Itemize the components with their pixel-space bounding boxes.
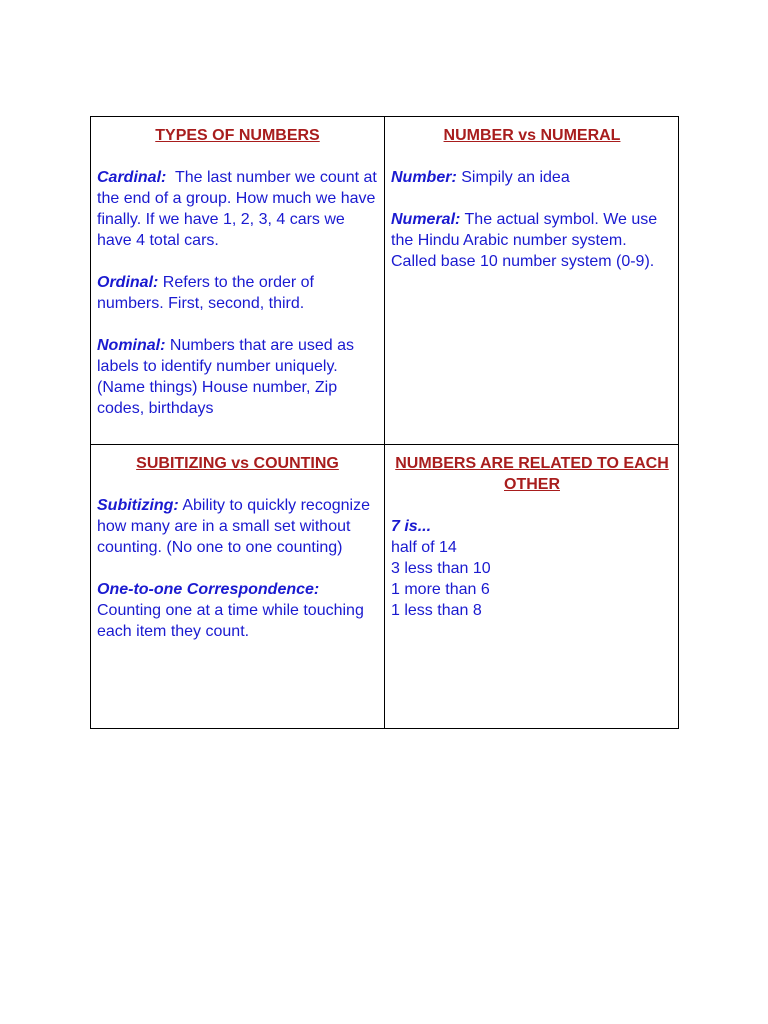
fact-item: 1 less than 8 — [391, 602, 482, 619]
fact-item: half of 14 — [391, 539, 457, 556]
text-one-to-one: Counting one at a time while touching each item they count. — [97, 602, 364, 640]
text-numeral: The actual symbol. We use the Hindu Arabic number system. Called base 10 number system (0-9). — [391, 211, 658, 270]
definition-subitizing — [97, 495, 378, 558]
text-nominal: Numbers that are used as labels to identify number uniquely. (Name things) House number, Zip codes, birthdays — [97, 337, 354, 417]
text-ordinal: Refers to the order of numbers. First, second, third. — [97, 274, 314, 312]
fact-item: 3 less than 10 — [391, 560, 491, 577]
card-types-of-numbers — [91, 117, 385, 445]
definition-nominal — [97, 335, 378, 419]
term-seven-is: 7 is... — [391, 518, 432, 535]
definition-number — [391, 167, 673, 188]
term-cardinal: Cardinal: — [97, 169, 167, 186]
card-title-numbers-related: NUMBERS ARE RELATED TO EACH OTHER — [395, 455, 669, 493]
definition-one-to-one — [97, 579, 378, 642]
card-numbers-related — [385, 445, 679, 728]
text-subitizing: Ability to quickly recognize how many are in a small set without counting. (No one to one counting) — [97, 497, 370, 556]
card-title-number-vs-numeral: NUMBER vs NUMERAL — [443, 127, 621, 144]
card-title-subitizing-vs-counting: SUBITIZING vs COUNTING — [136, 455, 339, 472]
fact-item: 1 more than 6 — [391, 581, 490, 598]
term-numeral: Numeral: — [391, 211, 461, 228]
card-title-types-of-numbers: TYPES OF NUMBERS — [155, 127, 320, 144]
definition-cardinal — [97, 167, 382, 251]
text-cardinal: The last number we count at the end of a group. How much we have finally. If we have 1, 2, 3, 4 cars we have 4 total cars. — [97, 169, 382, 249]
number-concepts-table — [90, 116, 679, 729]
term-number: Number: — [391, 169, 457, 186]
term-nominal: Nominal: — [97, 337, 166, 354]
definition-numeral — [391, 209, 673, 272]
text-number: Simpily an idea — [456, 169, 570, 186]
definition-ordinal — [97, 272, 378, 314]
card-subitizing-vs-counting — [91, 445, 385, 728]
term-ordinal: Ordinal: — [97, 274, 159, 291]
card-number-vs-numeral — [385, 117, 679, 445]
term-one-to-one: One-to-one Correspondence: — [97, 581, 320, 598]
term-subitizing: Subitizing: — [97, 497, 179, 514]
